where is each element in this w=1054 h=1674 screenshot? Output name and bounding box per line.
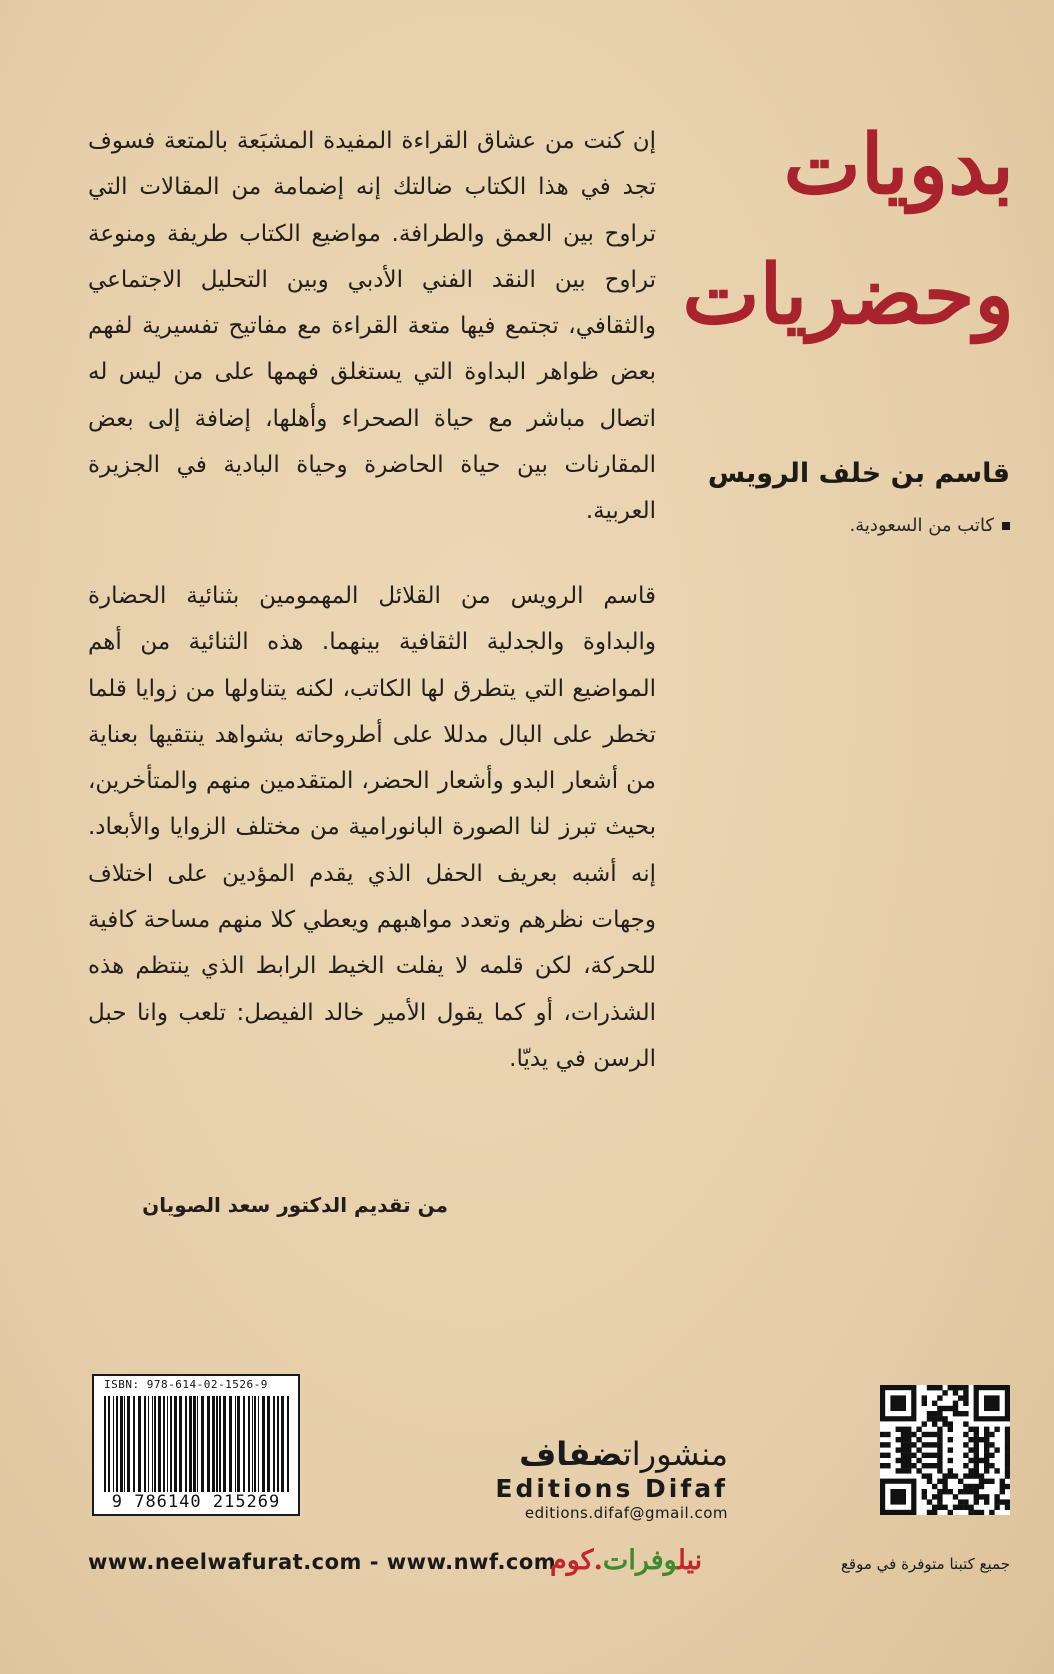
- qr-module: [963, 1484, 968, 1489]
- qr-module: [916, 1437, 921, 1442]
- qr-module: [989, 1479, 994, 1484]
- qr-module: [922, 1453, 927, 1458]
- qr-module: [963, 1385, 968, 1390]
- qr-module: [994, 1427, 999, 1432]
- qr-module: [932, 1416, 937, 1421]
- qr-module: [885, 1442, 890, 1447]
- qr-module: [906, 1427, 911, 1432]
- qr-module: [958, 1499, 963, 1504]
- qr-module: [942, 1505, 947, 1510]
- qr-module: [948, 1427, 953, 1432]
- qr-module: [948, 1385, 953, 1390]
- qr-module: [927, 1411, 932, 1416]
- qr-module: [963, 1499, 968, 1504]
- qr-module: [948, 1437, 953, 1442]
- qr-module: [963, 1505, 968, 1510]
- qr-module: [974, 1473, 979, 1478]
- barcode-bar: [104, 1396, 106, 1492]
- qr-module: [885, 1432, 890, 1437]
- qr-module: [906, 1458, 911, 1463]
- barcode-bar: [120, 1396, 123, 1492]
- qr-module: [880, 1432, 885, 1437]
- qr-module: [968, 1489, 973, 1494]
- barcode-bar: [144, 1396, 146, 1492]
- qr-module: [958, 1489, 963, 1494]
- qr-module: [901, 1437, 906, 1442]
- qr-module: [958, 1479, 963, 1484]
- barcode-bar: [248, 1396, 250, 1492]
- qr-module: [906, 1437, 911, 1442]
- qr-module: [911, 1463, 916, 1468]
- qr-module: [953, 1411, 958, 1416]
- qr-module: [906, 1463, 911, 1468]
- qr-module: [885, 1463, 890, 1468]
- qr-module: [1000, 1484, 1005, 1489]
- barcode-bar: [170, 1396, 172, 1492]
- barcode-bar: [207, 1396, 210, 1492]
- qr-module: [984, 1468, 989, 1473]
- barcode-bar: [277, 1396, 279, 1492]
- qr-module: [1000, 1499, 1005, 1504]
- qr-module: [948, 1421, 953, 1426]
- qr-module: [974, 1437, 979, 1442]
- qr-module: [994, 1505, 999, 1510]
- barcode-bar: [254, 1396, 256, 1492]
- qr-module: [953, 1505, 958, 1510]
- author-note-text: كاتب من السعودية.: [849, 515, 994, 536]
- barcode-icon: [92, 1374, 300, 1516]
- qr-module: [901, 1463, 906, 1468]
- qr-module: [974, 1484, 979, 1489]
- qr-module: [927, 1473, 932, 1478]
- qr-module: [932, 1510, 937, 1515]
- barcode-bar: [201, 1396, 204, 1492]
- qr-module: [958, 1395, 963, 1400]
- qr-module: [968, 1437, 973, 1442]
- qr-module: [901, 1427, 906, 1432]
- qr-module: [968, 1447, 973, 1452]
- barcode-digits: 9 786140 215269: [111, 1492, 281, 1512]
- qr-module: [937, 1505, 942, 1510]
- qr-module: [1005, 1427, 1010, 1432]
- qr-module: [968, 1473, 973, 1478]
- barcode-bar: [223, 1396, 226, 1492]
- barcode-bar: [189, 1396, 192, 1492]
- qr-module: [979, 1484, 984, 1489]
- qr-module: [984, 1442, 989, 1447]
- qr-module: [906, 1442, 911, 1447]
- qr-module: [979, 1437, 984, 1442]
- qr-module: [901, 1458, 906, 1463]
- qr-module: [989, 1432, 994, 1437]
- qr-module: [984, 1437, 989, 1442]
- barcode-bar: [174, 1396, 177, 1492]
- qr-module: [901, 1447, 906, 1452]
- footer-urls: www.neelwafurat.com - www.nwf.com: [88, 1550, 557, 1574]
- qr-module: [963, 1421, 968, 1426]
- qr-module: [974, 1494, 979, 1499]
- qr-module: [948, 1458, 953, 1463]
- qr-module: [880, 1453, 885, 1458]
- publisher-arabic-brand: ضفاف: [519, 1435, 623, 1473]
- qr-module: [942, 1406, 947, 1411]
- qr-module: [942, 1421, 947, 1426]
- barcode-bar: [267, 1396, 270, 1492]
- qr-module: [984, 1479, 989, 1484]
- qr-module: [942, 1416, 947, 1421]
- blurb-paragraph-1: إن كنت من عشاق القراءة المفيدة المشبَعة بالمتعة فسوف تجد في هذا الكتاب ضالتك إنه إضمامة من المقالات التي تراوح بين العمق والطرافة. مواضيع الكتاب طريفة ومنوعة تراوح بين النقد الفني الأدبي وبين التحليل الاجتماعي والثقافي، تجتمع فيها متعة القراءة مع مفاتيح تفسيرية لفهم بعض ظواهر البداوة التي يستغلق فهمها على من ليس له اتصال مباشر مع حياة الصحراء وأهلها، إضافة إلى بعض المقارنات بين حياة الحاضرة وحياة البادية في الجزيرة العربية.: [88, 128, 656, 525]
- qr-module: [948, 1406, 953, 1411]
- qr-module: [937, 1416, 942, 1421]
- store-logo: [550, 1545, 702, 1576]
- qr-module: [932, 1401, 937, 1406]
- barcode-bar: [116, 1396, 118, 1492]
- qr-module: [932, 1411, 937, 1416]
- qr-module: [922, 1421, 927, 1426]
- qr-module: [963, 1473, 968, 1478]
- qr-module: [953, 1385, 958, 1390]
- store-logo-part2: وفرات: [602, 1545, 678, 1576]
- qr-module: [927, 1479, 932, 1484]
- qr-module: [958, 1505, 963, 1510]
- qr-module: [937, 1494, 942, 1499]
- qr-module: [932, 1385, 937, 1390]
- qr-module: [937, 1468, 942, 1473]
- qr-module: [1000, 1479, 1005, 1484]
- qr-module: [968, 1484, 973, 1489]
- barcode-bar: [287, 1396, 289, 1492]
- barcode-bar: [124, 1396, 125, 1492]
- qr-module: [916, 1447, 921, 1452]
- qr-module: [1005, 1432, 1010, 1437]
- qr-module: [942, 1479, 947, 1484]
- qr-module: [989, 1510, 994, 1515]
- qr-module: [974, 1458, 979, 1463]
- publisher-arabic-name: [466, 1434, 728, 1474]
- qr-module: [890, 1489, 906, 1505]
- qr-module: [922, 1395, 927, 1400]
- barcode-bar: [158, 1396, 161, 1492]
- qr-module: [963, 1453, 968, 1458]
- qr-module: [958, 1385, 963, 1390]
- qr-module: [974, 1447, 979, 1452]
- qr-module: [979, 1510, 984, 1515]
- qr-module: [984, 1447, 989, 1452]
- qr-module: [937, 1499, 942, 1504]
- qr-module: [948, 1510, 953, 1515]
- qr-module: [942, 1489, 947, 1494]
- qr-module: [937, 1437, 942, 1442]
- qr-module: [896, 1468, 901, 1473]
- qr-module: [901, 1468, 906, 1473]
- qr-module: [937, 1406, 942, 1411]
- qr-module: [974, 1489, 979, 1494]
- qr-module: [937, 1385, 942, 1390]
- qr-module: [979, 1494, 984, 1499]
- qr-module: [927, 1442, 932, 1447]
- barcode-bar: [108, 1396, 110, 1492]
- qr-module: [890, 1395, 906, 1411]
- qr-module: [937, 1447, 942, 1452]
- qr-module: [942, 1390, 947, 1395]
- qr-module: [1005, 1473, 1010, 1478]
- qr-module: [1005, 1458, 1010, 1463]
- qr-module: [911, 1453, 916, 1458]
- barcode-bar: [179, 1396, 182, 1492]
- qr-module: [984, 1463, 989, 1468]
- qr-module: [974, 1453, 979, 1458]
- qr-module: [911, 1442, 916, 1447]
- qr-module: [974, 1499, 979, 1504]
- barcode-bar: [252, 1396, 253, 1492]
- qr-module: [932, 1505, 937, 1510]
- barcode-bar: [154, 1396, 156, 1492]
- qr-module: [968, 1510, 973, 1515]
- qr-module: [922, 1494, 927, 1499]
- qr-module: [1005, 1463, 1010, 1468]
- publisher-email: editions.difaf@gmail.com: [524, 1504, 728, 1522]
- qr-module: [927, 1463, 932, 1468]
- barcode-bar: [197, 1396, 198, 1492]
- publisher-arabic-prefix: منشورات: [622, 1435, 728, 1473]
- qr-module: [906, 1468, 911, 1473]
- qr-module: [984, 1427, 989, 1432]
- barcode-bar: [113, 1396, 114, 1492]
- publisher-logo: [466, 1434, 728, 1522]
- qr-module: [948, 1447, 953, 1452]
- qr-module: [948, 1473, 953, 1478]
- qr-module: [1005, 1453, 1010, 1458]
- barcode-bars: [102, 1396, 292, 1492]
- barcode-bar: [185, 1396, 187, 1492]
- barcode-bar: [163, 1396, 165, 1492]
- qr-module: [906, 1453, 911, 1458]
- barcode-bar: [193, 1396, 196, 1492]
- publisher-latin-name: Editions Difaf: [495, 1474, 728, 1503]
- qr-module: [984, 1499, 989, 1504]
- book-title-line2: وحضريات: [682, 247, 1014, 343]
- qr-module: [896, 1447, 901, 1452]
- qr-module: [927, 1385, 932, 1390]
- qr-module: [927, 1453, 932, 1458]
- qr-module: [974, 1468, 979, 1473]
- qr-module: [963, 1489, 968, 1494]
- qr-module: [968, 1427, 973, 1432]
- qr-module: [979, 1479, 984, 1484]
- barcode-bar: [229, 1396, 232, 1492]
- qr-module: [916, 1468, 921, 1473]
- qr-module: [979, 1473, 984, 1478]
- qr-module: [901, 1442, 906, 1447]
- barcode-bar: [243, 1396, 245, 1492]
- qr-module: [963, 1401, 968, 1406]
- qr-code-icon: [880, 1385, 1010, 1515]
- qr-module: [880, 1442, 885, 1447]
- barcode-bar: [258, 1396, 259, 1492]
- qr-module: [901, 1432, 906, 1437]
- qr-module: [979, 1458, 984, 1463]
- qr-module: [994, 1468, 999, 1473]
- qr-module: [974, 1442, 979, 1447]
- qr-module: [932, 1484, 937, 1489]
- blurb-paragraph-2: قاسم الرويس من القلائل المهمومين بثنائية الحضارة والبداوة والجدلية الثقافية بينهما. هذه الثنائية من أهم المواضيع التي يتطرق لها الكاتب، لكنه يتناولها من زوايا قلما تخطر على البال مدللا على أطروحاته بشواهد ينتقيها بعناية من أشعار البدو وأشعار الحضر، المتقدمين منهم والمتأخرين، بحيث تبرز لنا الصورة البانورامية من مختلف الزوايا والأبعاد. إنه أشبه بعريف الحفل الذي يقدم المؤدين على اختلاف وجهات نظرهم وتعدد مواهبهم ويعطي كلا منهم مساحة كافية للحركة، لكن قلمه لا يفلت الخيط الرابط الذي ينتظم هذه الشذرات، أو كما يقول الأمير خالد الفيصل: تلعب وانا حبل الرسن في يديّا.: [88, 583, 656, 1072]
- qr-module: [932, 1494, 937, 1499]
- qr-module: [932, 1453, 937, 1458]
- qr-module: [916, 1427, 921, 1432]
- qr-module: [896, 1427, 901, 1432]
- barcode-bar: [138, 1396, 141, 1492]
- qr-module: [1005, 1442, 1010, 1447]
- store-logo-part1: نيل: [677, 1545, 703, 1576]
- qr-module: [984, 1458, 989, 1463]
- qr-code-pattern: [880, 1385, 1010, 1515]
- qr-module: [906, 1447, 911, 1452]
- qr-module: [1005, 1484, 1010, 1489]
- qr-module: [989, 1463, 994, 1468]
- barcode-bar: [237, 1396, 240, 1492]
- qr-module: [963, 1395, 968, 1400]
- store-logo-part3: .كوم: [550, 1545, 603, 1576]
- qr-module: [880, 1463, 885, 1468]
- barcode-bar: [216, 1396, 218, 1492]
- barcode-bar: [235, 1396, 236, 1492]
- qr-module: [948, 1468, 953, 1473]
- qr-module: [968, 1468, 973, 1473]
- qr-module: [948, 1489, 953, 1494]
- author-name: قاسم بن خلف الرويس: [707, 458, 1010, 489]
- qr-module: [968, 1505, 973, 1510]
- qr-module: [927, 1432, 932, 1437]
- qr-module: [937, 1395, 942, 1400]
- foreword-signature: من تقديم الدكتور سعد الصويان: [142, 1193, 448, 1217]
- qr-module: [1005, 1437, 1010, 1442]
- footer-available-text: جميع كتبنا متوفرة في موقع: [840, 1555, 1010, 1573]
- qr-module: [963, 1432, 968, 1437]
- barcode-bar: [148, 1396, 149, 1492]
- author-note: [680, 515, 1010, 536]
- qr-module: [932, 1421, 937, 1426]
- qr-module: [942, 1484, 947, 1489]
- qr-module: [953, 1494, 958, 1499]
- qr-module: [922, 1473, 927, 1478]
- qr-module: [984, 1494, 989, 1499]
- qr-module: [963, 1442, 968, 1447]
- qr-module: [942, 1473, 947, 1478]
- qr-module: [896, 1437, 901, 1442]
- qr-module: [937, 1479, 942, 1484]
- qr-module: [1005, 1447, 1010, 1452]
- footer: [88, 1545, 1010, 1582]
- qr-module: [994, 1494, 999, 1499]
- qr-module: [922, 1442, 927, 1447]
- qr-module: [953, 1473, 958, 1478]
- qr-module: [911, 1432, 916, 1437]
- qr-module: [974, 1463, 979, 1468]
- qr-module: [984, 1432, 989, 1437]
- barcode-bar: [281, 1396, 284, 1492]
- qr-module: [994, 1499, 999, 1504]
- qr-module: [963, 1463, 968, 1468]
- qr-module: [974, 1432, 979, 1437]
- qr-module: [1000, 1489, 1005, 1494]
- qr-module: [901, 1453, 906, 1458]
- qr-module: [927, 1499, 932, 1504]
- barcode-bar: [219, 1396, 221, 1492]
- qr-module: [984, 1395, 1000, 1411]
- qr-module: [974, 1510, 979, 1515]
- qr-module: [932, 1432, 937, 1437]
- qr-module: [963, 1390, 968, 1395]
- isbn-label: ISBN: 978-614-02-1526-9: [104, 1378, 268, 1391]
- qr-module: [958, 1411, 963, 1416]
- qr-module: [984, 1453, 989, 1458]
- qr-module: [927, 1416, 932, 1421]
- qr-module: [922, 1463, 927, 1468]
- qr-module: [896, 1458, 901, 1463]
- qr-module: [922, 1489, 927, 1494]
- qr-module: [885, 1453, 890, 1458]
- qr-module: [989, 1453, 994, 1458]
- qr-module: [922, 1401, 927, 1406]
- qr-module: [937, 1411, 942, 1416]
- qr-module: [932, 1442, 937, 1447]
- barcode-bar: [152, 1396, 153, 1492]
- qr-module: [953, 1406, 958, 1411]
- qr-module: [994, 1447, 999, 1452]
- qr-module: [937, 1463, 942, 1468]
- qr-module: [937, 1442, 942, 1447]
- bullet-icon: [1002, 522, 1010, 530]
- qr-module: [937, 1489, 942, 1494]
- qr-module: [906, 1432, 911, 1437]
- qr-module: [916, 1458, 921, 1463]
- qr-module: [989, 1442, 994, 1447]
- qr-module: [953, 1390, 958, 1395]
- qr-module: [974, 1427, 979, 1432]
- qr-module: [932, 1463, 937, 1468]
- qr-module: [1005, 1499, 1010, 1504]
- qr-module: [1005, 1505, 1010, 1510]
- book-title-line1: بدويات: [783, 117, 1014, 213]
- qr-module: [968, 1458, 973, 1463]
- barcode-bar: [273, 1396, 275, 1492]
- qr-module: [922, 1432, 927, 1437]
- qr-module: [927, 1510, 932, 1515]
- qr-module: [937, 1427, 942, 1432]
- qr-module: [963, 1411, 968, 1416]
- qr-module: [937, 1432, 942, 1437]
- barcode-bar: [167, 1396, 168, 1492]
- qr-module: [1005, 1468, 1010, 1473]
- barcode-bar: [133, 1396, 135, 1492]
- barcode-bar: [262, 1396, 265, 1492]
- barcode-bar: [127, 1396, 130, 1492]
- qr-module: [937, 1458, 942, 1463]
- qr-module: [937, 1453, 942, 1458]
- qr-module: [953, 1401, 958, 1406]
- barcode-bar: [212, 1396, 215, 1492]
